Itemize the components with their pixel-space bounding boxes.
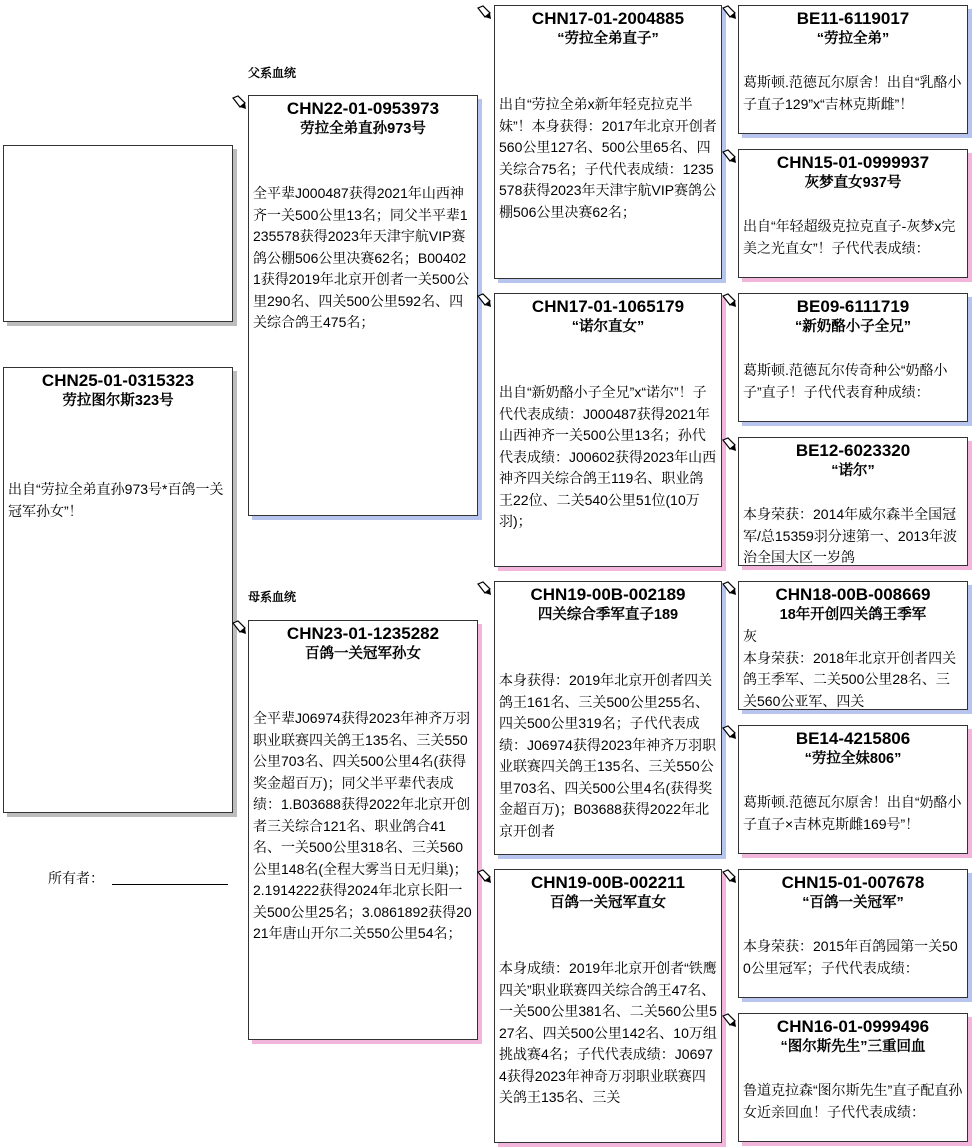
ssd-ring: CHN15-01-0999937 — [776, 153, 930, 172]
sire-dam-ring: CHN17-01-1065179 — [531, 297, 685, 316]
pencil-icon[interactable] — [721, 581, 739, 597]
dam-dam-desc: 本身成绩：2019年北京开创者“铁鹰四关”职业联赛四关综合鸽王47名、一关500公里381名、二关560公里527名、四关500公里142名、10万组挑战赛4名；子代代表成绩：J06974获得2023年神奇万羽职业联赛四关鸽王135名、三关 — [499, 960, 717, 1105]
pencil-icon[interactable] — [721, 1013, 739, 1029]
sire-ring: CHN22-01-0953973 — [286, 99, 440, 118]
dam-sire-ring: CHN19-00B-002189 — [530, 585, 686, 604]
sire-dam-desc: 出自“新奶酪小子全兄”x“诺尔”！子代代表成绩：J000487获得2021年山西神齐一关500公里13名；孙代代表成绩：J00602获得2023年山西神齐四关综合鸽王119名、职业鸽王22位、二关540公里51位(10万羽)； — [499, 384, 717, 529]
owner-underline — [112, 884, 228, 885]
sds-card — [738, 293, 968, 422]
sire-desc: 全平辈J000487获得2021年山西神齐一关500公里13名；同父半平辈1235578获得2023年天津宇航VIP赛鸽公棚506公里决赛62名；B004021获得2019年北京开创者一关500公里290名、四关500公里592名、四关综合鸽王475名； — [253, 185, 470, 330]
sdd-name: “诺尔” — [831, 463, 875, 479]
pencil-icon[interactable] — [476, 5, 494, 21]
dam-ring: CHN23-01-1235282 — [286, 624, 440, 643]
dam-dam-name: 百鸽一关冠军直女 — [550, 895, 666, 911]
pencil-icon[interactable] — [231, 620, 249, 636]
pencil-icon[interactable] — [476, 869, 494, 885]
pencil-icon[interactable] — [231, 95, 249, 111]
pencil-icon[interactable] — [721, 725, 739, 741]
sdd-card — [738, 437, 968, 566]
dam-dam-ring: CHN19-00B-002211 — [530, 873, 686, 892]
ssd-card — [738, 149, 968, 278]
sds-desc: 葛斯顿.范德瓦尔传奇种公“奶酪小子”直子！子代代表育种成绩： — [743, 362, 948, 400]
pencil-icon[interactable] — [476, 293, 494, 309]
subject-card — [3, 367, 233, 813]
dds-desc: 本身荣获：2015年百鸽园第一关500公里冠军；子代代表成绩： — [743, 938, 958, 976]
dam-sire-name: 四关综合季军直子189 — [537, 607, 679, 623]
subject-desc: 出自“劳拉全弟直孙973号*百鸽一关冠军孙女”！ — [8, 481, 224, 519]
sds-ring: BE09-6111719 — [796, 297, 910, 316]
dss-honors: 本身荣获：2018年北京开创者四关鸽王季军、二关500公里28名、三关560公亚军、四关 — [743, 649, 957, 709]
owner-label: 所有者： — [48, 870, 104, 886]
dss-name: 18年开创四关鸽王季军 — [779, 607, 927, 623]
dam-section-title: 母系血统 — [248, 590, 297, 604]
dss-desc — [743, 626, 963, 710]
sss-name: “劳拉全弟” — [816, 31, 890, 47]
dds-name: “百鸽一关冠军” — [802, 895, 904, 911]
ssd-name: 灰梦直女937号 — [804, 175, 902, 191]
sire-card — [248, 95, 478, 516]
sdd-ring: BE12-6023320 — [795, 441, 911, 460]
dam-sire-desc: 本身获得：2019年北京开创者四关鸽王161名、三关500公里255名、四关500公里319名；子代代表成绩：J06974获得2023年神齐万羽职业联赛四关鸽王135名、三关550公里703名、四关500公里4名(获得奖金超百万)；B03688获得2022年北京开创者 — [499, 672, 717, 839]
dds-ring: CHN15-01-007678 — [781, 873, 925, 892]
sss-desc: 葛斯顿.范德瓦尔原舍！出自“乳酪小子直子129”x“吉林克斯雌”！ — [743, 74, 962, 112]
dss-ring: CHN18-00B-008669 — [775, 585, 931, 604]
sire-dam-name: “诺尔直女” — [571, 319, 645, 335]
dam-card — [248, 620, 478, 1040]
sdd-desc: 本身荣获：2014年威尔森半全国冠军/总15359羽分速第一、2013年波治全国大区一岁鸽 — [743, 506, 957, 565]
subject-ring: CHN25-01-0315323 — [41, 371, 195, 390]
sire-name: 劳拉全弟直孙973号 — [300, 121, 426, 137]
sire-section-title: 父系血统 — [248, 66, 297, 80]
ddd-name: “图尔斯先生”三重回血 — [780, 1039, 926, 1055]
subject-name: 劳拉图尔斯323号 — [62, 393, 174, 409]
sire-sire-name: “劳拉全弟直子” — [557, 31, 659, 47]
sire-sire-card — [494, 5, 722, 279]
dam-desc: 全平辈J06974获得2023年神齐万羽职业联赛四关鸽王135名、三关550公里703名、四关500公里4名(获得奖金超百万)；同父半平辈代表成绩：1.B03688获得2022年北京开创者三关综合121名、职业鸽合41名、一关500公里318名、三关560公里148名(全程大雾当日无归巢)；2.1914222获得2024年北京长阳一关500公里25名；3.0861892获得2021年唐山开尔二关550公里54名； — [253, 710, 472, 941]
dsd-ring: BE14-4215806 — [795, 729, 911, 748]
ddd-card — [738, 1013, 968, 1142]
dss-color: 灰 — [743, 628, 757, 644]
pencil-icon[interactable] — [721, 869, 739, 885]
pencil-icon[interactable] — [721, 149, 739, 165]
dds-card — [738, 869, 968, 998]
sss-card — [738, 5, 968, 134]
sire-sire-ring: CHN17-01-2004885 — [531, 9, 685, 28]
sire-sire-desc: 出自“劳拉全弟x新年轻克拉克半妹”！本身获得：2017年北京开创者560公里127名、500公里65名、四关综合75名；子代代表成绩：1235578获得2023年天津宇航VIP赛鸽公棚506公里决赛62名； — [499, 96, 717, 220]
ddd-ring: CHN16-01-0999496 — [776, 1017, 930, 1036]
ssd-desc: 出自“年轻超级克拉克直子-灰梦x完美之光直女”！子代代表成绩： — [743, 218, 956, 256]
sire-dam-card — [494, 293, 722, 567]
sss-ring: BE11-6119017 — [796, 9, 910, 28]
dsd-card — [738, 725, 968, 854]
dss-card — [738, 581, 968, 710]
pencil-icon[interactable] — [476, 581, 494, 597]
pencil-icon[interactable] — [721, 437, 739, 453]
dsd-name: “劳拉全妹806” — [804, 751, 902, 767]
dam-dam-card — [494, 869, 722, 1143]
dam-sire-card — [494, 581, 722, 855]
pencil-icon[interactable] — [721, 5, 739, 21]
dam-name: 百鸽一关冠军孙女 — [305, 646, 421, 662]
photo-frame — [3, 145, 233, 322]
ddd-desc: 鲁道克拉森“图尔斯先生”直子配直孙女近亲回血！子代代表成绩： — [743, 1082, 963, 1120]
sds-name: “新奶酪小子全兄” — [795, 319, 911, 335]
dsd-desc: 葛斯顿.范德瓦尔原舍！出自“奶酪小子直子×吉林克斯雌169号”！ — [743, 794, 962, 832]
pencil-icon[interactable] — [721, 293, 739, 309]
